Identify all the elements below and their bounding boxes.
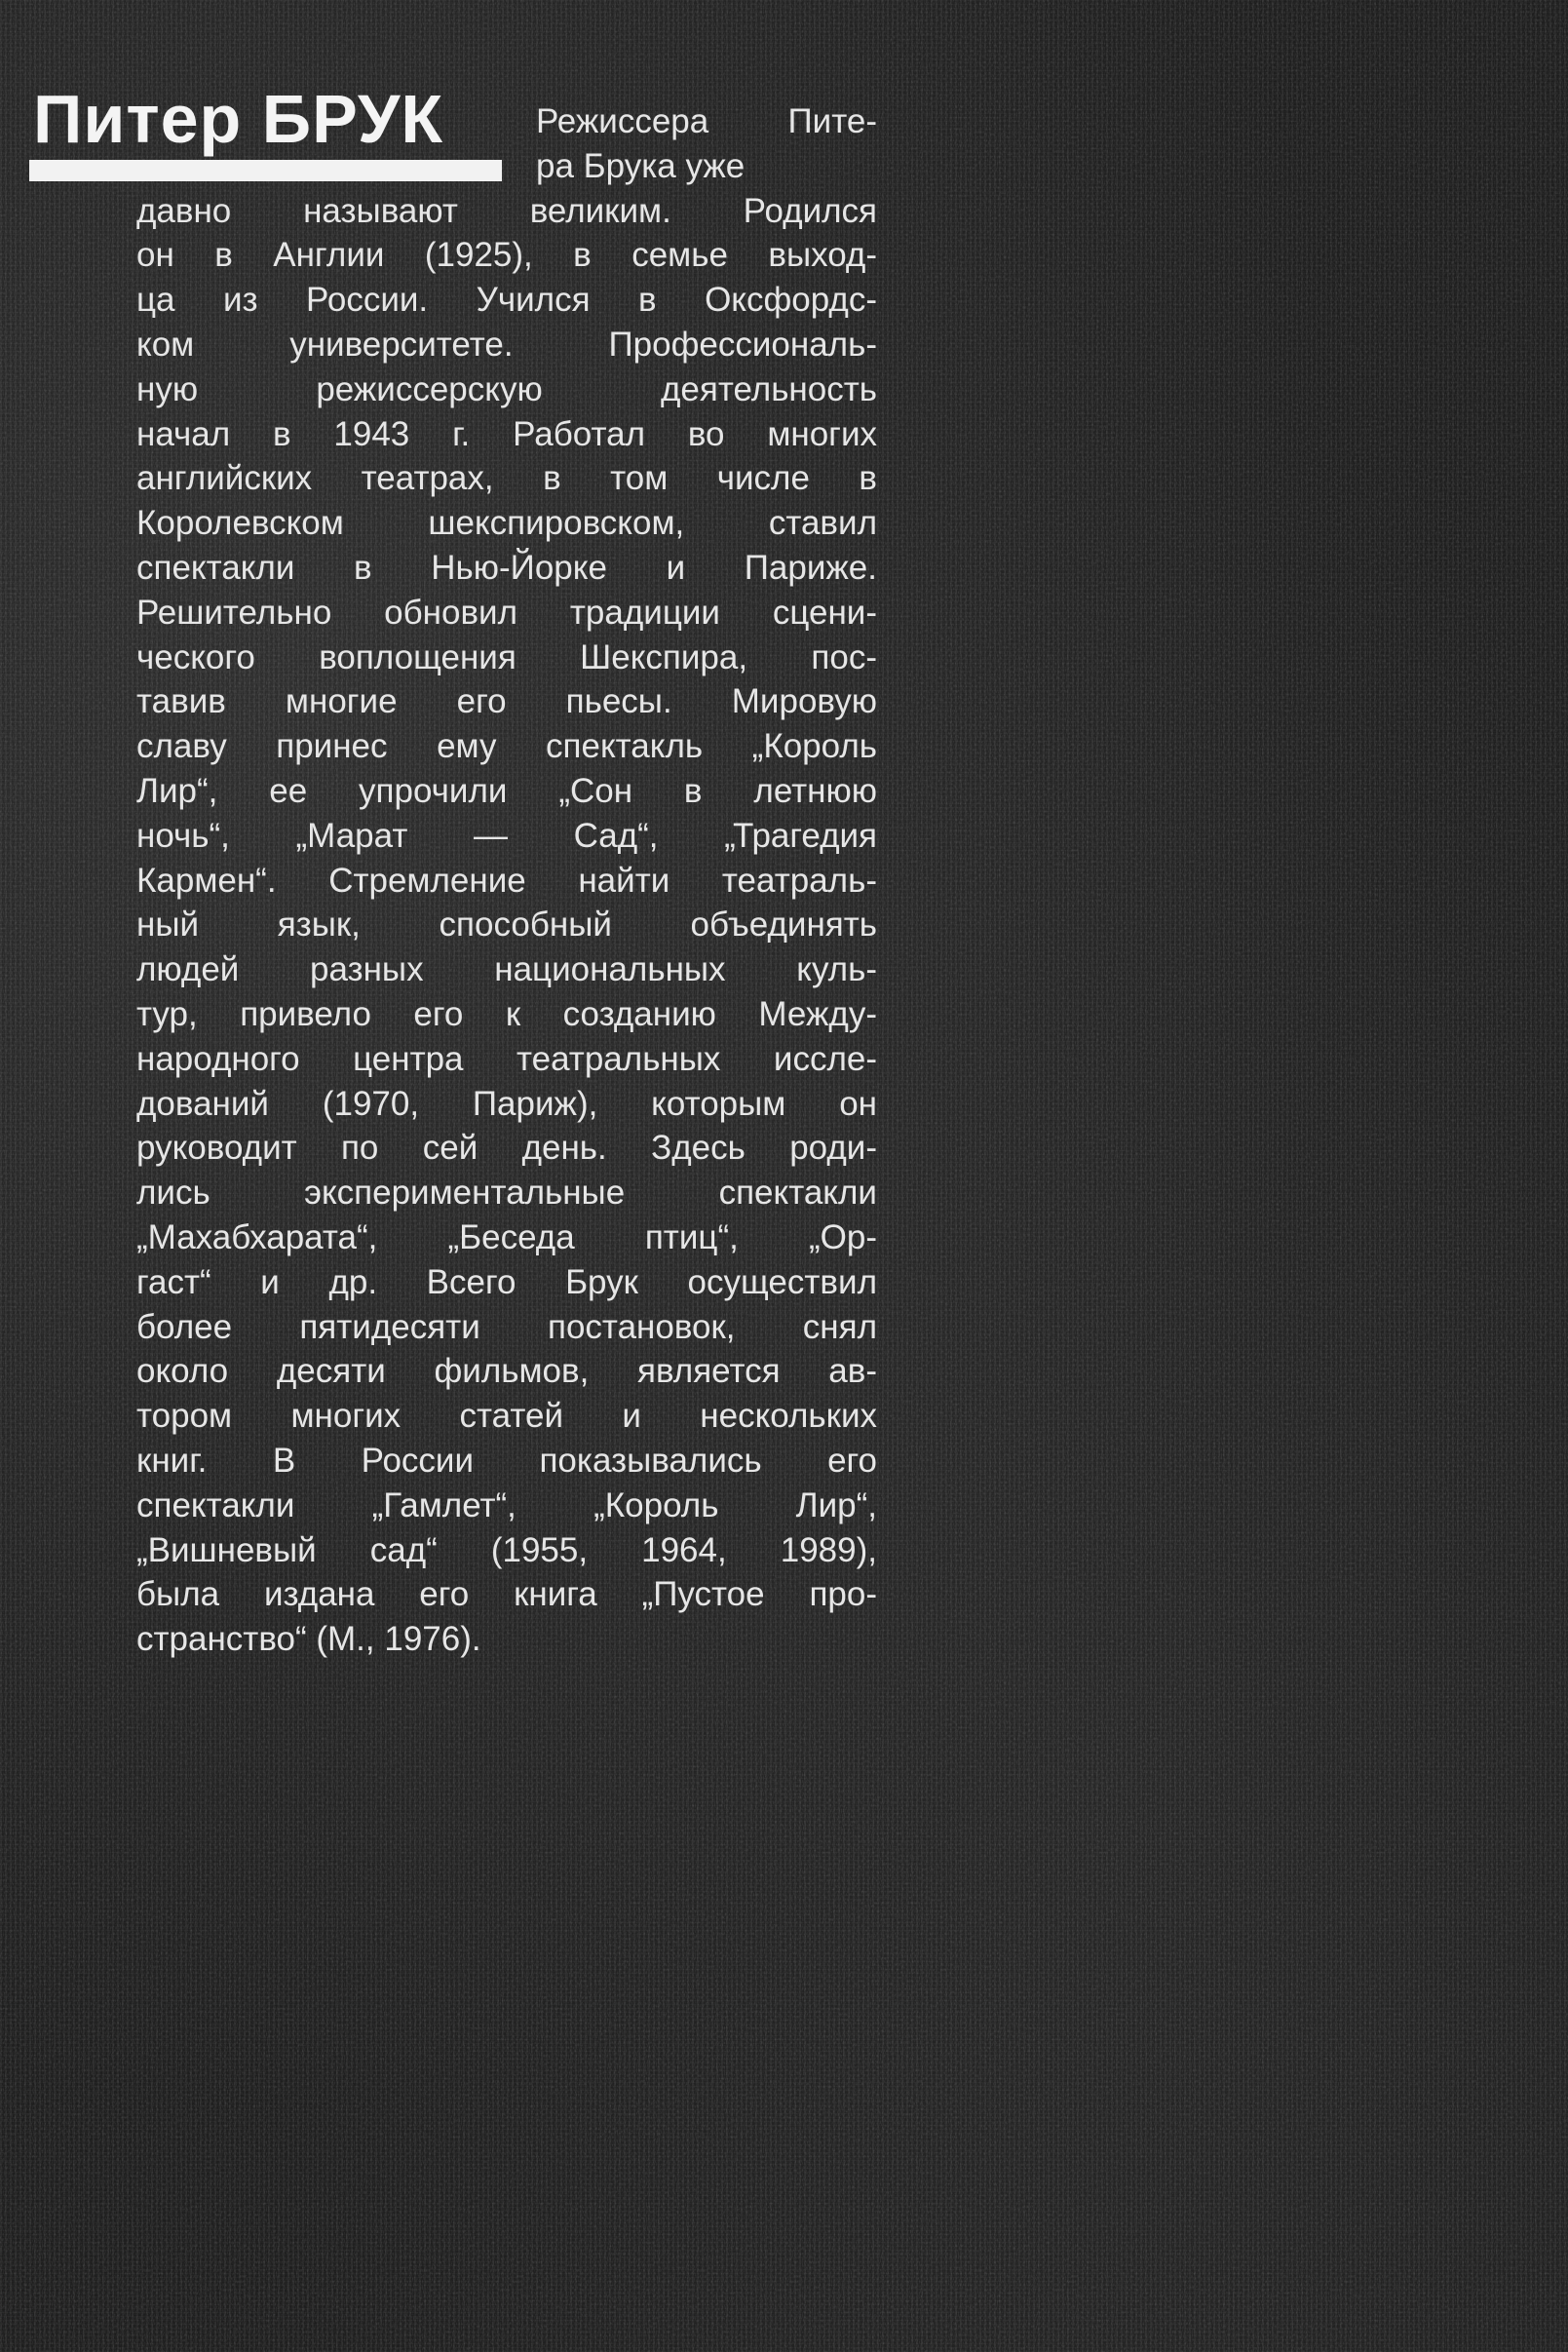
- bio-line: спектакли в Нью-Йорке и Париже.: [136, 548, 877, 587]
- bio-line: Решительно обновил традиции сцени-: [136, 593, 877, 632]
- bio-line: более пятидесяти постановок, снял: [136, 1307, 877, 1346]
- bio-line: тур, привело его к созданию Между-: [136, 994, 877, 1033]
- author-biography: [136, 99, 877, 1662]
- bio-line: начал в 1943 г. Работал во многих: [136, 414, 877, 453]
- author-name: Питер БРУК: [33, 81, 444, 157]
- bio-line: Режиссера Пите-: [536, 102, 877, 140]
- bio-line: ный язык, способный объединять: [136, 906, 877, 945]
- bio-line: лись экспериментальные спектакли: [136, 1174, 877, 1213]
- bio-line: спектакли „Гамлет“, „Король Лир“,: [136, 1485, 877, 1524]
- bio-line: гаст“ и др. Всего Брук осуществил: [136, 1262, 877, 1301]
- bio-line: книг. В России показывались его: [136, 1441, 877, 1480]
- bio-line: „Махабхарата“, „Беседа птиц“, „Ор-: [136, 1217, 877, 1256]
- bio-line: странство“ (М., 1976).: [136, 1620, 481, 1659]
- bio-line: ком университете. Профессиональ-: [136, 325, 877, 364]
- bio-line: около десяти фильмов, является ав-: [136, 1352, 877, 1391]
- bio-line: ра Брука уже: [536, 146, 746, 185]
- bio-line: людей разных национальных куль-: [136, 950, 877, 989]
- bio-line: Лир“, ее упрочили „Сон в летнюю: [136, 771, 877, 810]
- bio-line: славу принес ему спектакль „Король: [136, 727, 877, 766]
- bio-line: Королевском шекспировском, ставил: [136, 504, 877, 543]
- bio-line: английских театрах, в том числе в: [136, 459, 877, 498]
- bio-line: тором многих статей и нескольких: [136, 1397, 877, 1436]
- bio-line: тавив многие его пьесы. Мировую: [136, 682, 877, 721]
- bio-line: он в Англии (1925), в семье выход-: [136, 236, 877, 275]
- bio-line: „Вишневый сад“ (1955, 1964, 1989),: [136, 1530, 877, 1569]
- bio-line: Кармен“. Стремление найти театраль-: [136, 861, 877, 900]
- bio-line: ночь“, „Марат — Сад“, „Трагедия: [136, 816, 877, 855]
- bio-line: дований (1970, Париж), которым он: [136, 1084, 877, 1123]
- bio-line: народного центра театральных иссле-: [136, 1039, 877, 1078]
- bio-line: была издана его книга „Пустое про-: [136, 1575, 877, 1614]
- bio-line: ную режиссерскую деятельность: [136, 369, 877, 408]
- bio-line: ца из России. Учился в Оксфордс-: [136, 281, 877, 320]
- bio-line: давно называют великим. Родился: [136, 191, 877, 230]
- bio-line: руководит по сей день. Здесь роди-: [136, 1129, 877, 1168]
- bio-line: ческого воплощения Шекспира, пос-: [136, 637, 877, 676]
